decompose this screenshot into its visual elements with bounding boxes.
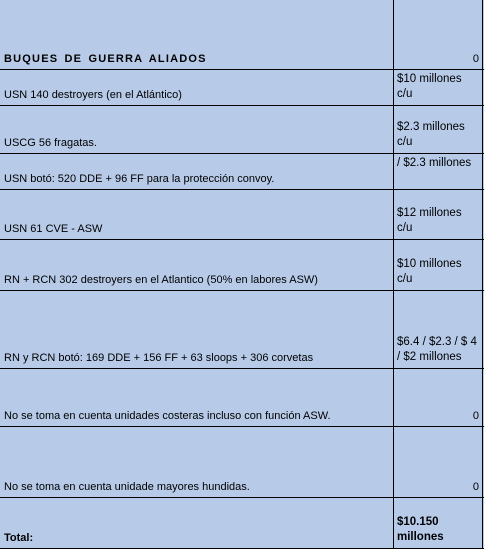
cell-label[interactable] xyxy=(0,291,394,368)
cell-value-text: $10 millones c/u xyxy=(397,258,462,285)
table-row-total xyxy=(0,498,484,549)
table-row xyxy=(0,190,484,240)
table-row xyxy=(0,369,484,427)
cell-value-text: / $2.3 millones xyxy=(397,157,472,169)
cell-value[interactable] xyxy=(394,369,483,426)
cell-label-text: USN 61 CVE - ASW xyxy=(4,223,103,235)
cell-value-text: 0 xyxy=(472,53,479,65)
cell-label[interactable] xyxy=(0,427,394,497)
cell-label[interactable] xyxy=(0,190,394,239)
table-row-header xyxy=(0,0,484,70)
cell-value[interactable] xyxy=(394,190,483,239)
table-row xyxy=(0,427,484,498)
cell-value[interactable] xyxy=(394,291,483,368)
cell-label[interactable] xyxy=(0,106,394,153)
cell-value-text: $10 millones c/u xyxy=(397,73,462,100)
cell-label-text: RN y RCN botó: 169 DDE + 156 FF + 63 sloops + 306 corvetas xyxy=(4,352,314,364)
cell-label[interactable] xyxy=(0,498,394,548)
total-label: Total: xyxy=(4,532,34,544)
cell-label-text: USN botó: 520 DDE + 96 FF para la protección convoy. xyxy=(4,173,275,185)
cell-label[interactable] xyxy=(0,70,394,105)
cell-label-text: RN + RCN 302 destroyers en el Atlantico (50% en labores ASW) xyxy=(4,274,318,286)
cell-value[interactable] xyxy=(394,0,483,69)
cell-label-text: No se toma en cuenta unidades costeras incluso con función ASW. xyxy=(4,410,331,422)
cell-value-text: $6.4 / $2.3 / $ 4 / $2 millones xyxy=(397,336,477,363)
cell-label[interactable] xyxy=(0,0,394,69)
cell-value-text: 0 xyxy=(472,481,479,493)
cell-label-text: USN 140 destroyers (en el Atlántico) xyxy=(4,89,182,101)
table-row xyxy=(0,240,484,291)
cell-value[interactable] xyxy=(394,427,483,497)
table-row xyxy=(0,106,484,154)
total-value: $10.150 millones xyxy=(397,516,444,543)
table-row xyxy=(0,154,484,190)
cell-label-text: USCG 56 fragatas. xyxy=(4,137,97,149)
cell-label[interactable] xyxy=(0,240,394,290)
cell-value[interactable] xyxy=(394,154,483,189)
cell-value[interactable] xyxy=(394,70,483,105)
cell-value[interactable] xyxy=(394,498,483,548)
cell-value-text: $12 millones c/u xyxy=(397,207,462,234)
cell-value-text: 0 xyxy=(472,410,479,422)
table-row xyxy=(0,70,484,106)
section-title: BUQUES DE GUERRA ALIADOS xyxy=(4,53,207,65)
table-row xyxy=(0,291,484,369)
cell-label[interactable] xyxy=(0,369,394,426)
cell-value-text: $2.3 millones c/u xyxy=(397,121,465,148)
cell-value[interactable] xyxy=(394,240,483,290)
cell-label-text: No se toma en cuenta unidade mayores hundidas. xyxy=(4,481,250,493)
cell-value[interactable] xyxy=(394,106,483,153)
cell-label[interactable] xyxy=(0,154,394,189)
